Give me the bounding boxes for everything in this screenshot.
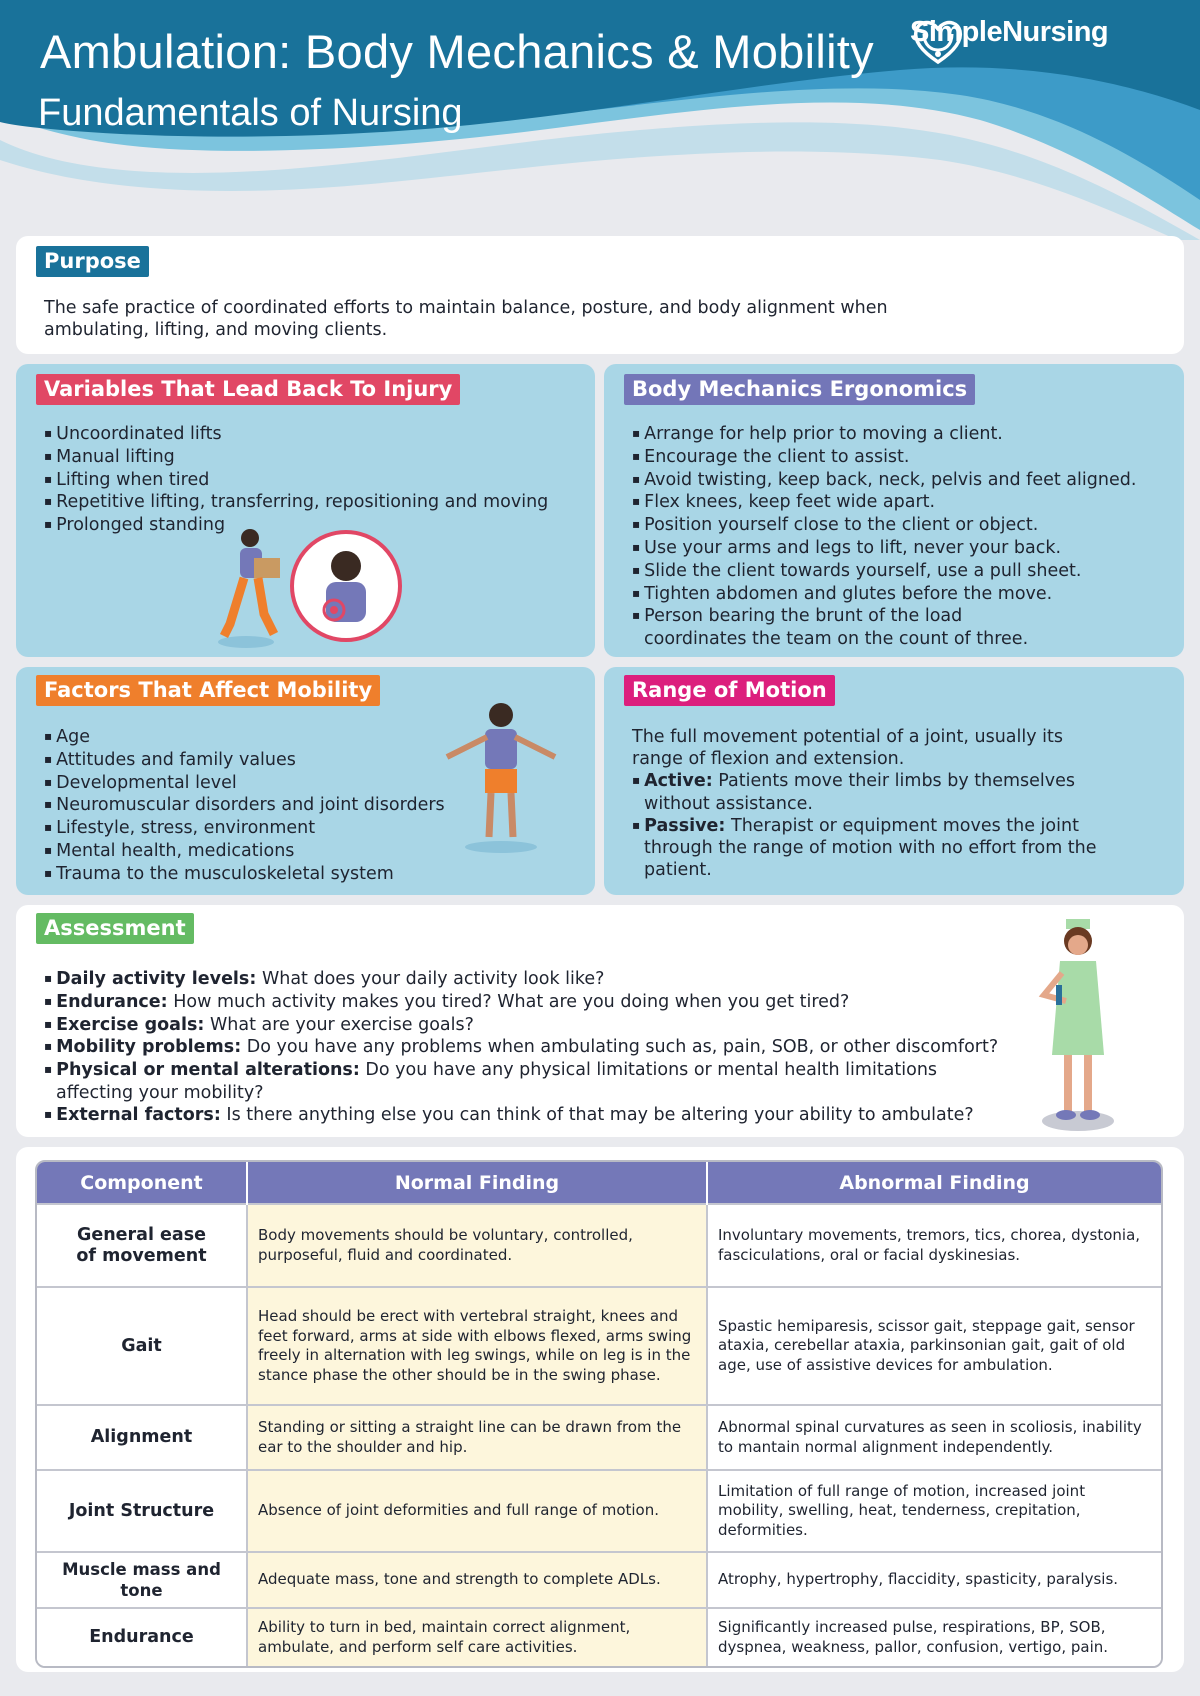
list-item [632,771,1112,816]
assessment-text: How much activity makes you tired? What are you doing when you get tired? [173,991,850,1012]
list-item [44,1060,974,1105]
rom-list [632,771,1112,882]
purpose-tag: Purpose [36,246,149,277]
list-item [44,1015,1004,1038]
table-row [37,1287,1161,1405]
list-item: ▪ Age [44,727,484,750]
table-header-row [37,1162,1161,1204]
assessment-label: Physical or mental alterations: [56,1060,360,1081]
assessment-label: Endurance: [56,991,168,1012]
assessment-text: Do you have any problems when ambulating such as, pain, SOB, or other discomfort? [246,1037,999,1058]
rom-passive-text: Therapist or equipment moves the joint through the range of motion with no effort from the patient. [644,815,1097,881]
ergonomics-tag: Body Mechanics Ergonomics [624,374,975,405]
normal-cell: Absence of joint deformities and full range of motion. [247,1470,707,1552]
list-item: ▪ Prolonged standing [44,515,584,538]
normal-cell: Adequate mass, tone and strength to complete ADLs. [247,1552,707,1608]
header-banner [0,0,1200,240]
back-injury-illustration [206,524,406,654]
table-row [37,1608,1161,1666]
table-row [37,1470,1161,1552]
list-item [44,1105,1004,1128]
variables-card [16,364,595,657]
list-item: ▪ Avoid twisting, keep back, neck, pelvis and feet aligned. [632,470,1152,493]
list-item: ▪ Manual lifting [44,447,584,470]
abnormal-cell: Abnormal spinal curvatures as seen in scoliosis, inability to mantain normal alignment independently. [707,1405,1161,1470]
list-item: ▪ Uncoordinated lifts [44,424,584,447]
factors-tag: Factors That Affect Mobility [36,675,380,706]
list-item: ▪ Neuromuscular disorders and joint disorders [44,795,484,818]
list-item: ▪ Trauma to the musculoskeletal system [44,864,484,887]
stethoscope-heart-icon [910,16,966,68]
column-header: Abnormal Finding [707,1162,1161,1204]
table-row [37,1204,1161,1287]
table-row [37,1405,1161,1470]
assessment-text: Do you have any physical limitations or mental health limitations affecting your mobility? [56,1060,938,1103]
assessment-tag: Assessment [36,913,194,944]
person-arms-out-illustration [441,697,561,857]
assessment-label: Daily activity levels: [56,969,257,989]
assessment-label: Exercise goals: [56,1014,205,1035]
column-header: Component [37,1162,247,1204]
assessment-list [44,969,1004,1128]
list-item: ▪ Position yourself close to the client or object. [632,515,1152,538]
list-item: ▪ Attitudes and family values [44,750,484,773]
assessment-label: External factors: [56,1104,221,1125]
assessment-card [16,905,1184,1137]
rom-tag: Range of Motion [624,675,835,706]
purpose-text: The safe practice of coordinated efforts to maintain balance, posture, and body alignment when ambulating, lifting, and moving clients. [44,298,888,340]
rom-passive-label: Passive: [644,815,726,836]
list-item [632,816,1112,882]
list-item: ▪ Tighten abdomen and glutes before the move. [632,584,1152,607]
ergonomics-card [604,364,1184,657]
component-cell: General ease of movement [37,1204,247,1287]
brand-logo [910,16,1108,49]
list-item: ▪ Flex knees, keep feet wide apart. [632,492,1152,515]
normal-cell: Ability to turn in bed, maintain correct alignment, ambulate, and perform self care activities. [247,1608,707,1666]
component-cell: Alignment [37,1405,247,1470]
brand-name: SimpleNursing [910,16,1109,48]
component-cell: Endurance [37,1608,247,1666]
list-item: ▪ Arrange for help prior to moving a client. [632,424,1152,447]
factors-card [16,667,595,895]
list-item: ▪ Slide the client towards yourself, use a pull sheet. [632,561,1152,584]
assessment-text: Is there anything else you can think of that may be altering your ability to ambulate? [226,1104,974,1125]
list-item: ▪ Repetitive lifting, transferring, repositioning and moving [44,492,584,515]
list-item [44,992,1004,1015]
abnormal-cell: Limitation of full range of motion, increased joint mobility, swelling, heat, tenderness, crepitation, deformities. [707,1470,1161,1552]
abnormal-cell: Involuntary movements, tremors, tics, chorea, dystonia, fasciculations, oral or facial dyskinesias. [707,1204,1161,1287]
assessment-label: Mobility problems: [56,1037,242,1058]
assessment-text: What are your exercise goals? [209,1014,474,1035]
factors-list [44,727,484,887]
variables-tag: Variables That Lead Back To Injury [36,374,460,405]
rom-active-text: Patients move their limbs by themselves without assistance. [644,771,1076,814]
normal-cell: Body movements should be voluntary, controlled, purposeful, fluid and coordinated. [247,1204,707,1287]
variables-list [44,424,584,538]
list-item: ▪ Mental health, medications [44,841,484,864]
component-cell: Joint Structure [37,1470,247,1552]
column-header: Normal Finding [247,1162,707,1204]
list-item: ▪ Lifestyle, stress, environment [44,818,484,841]
page-title: Ambulation: Body Mechanics & Mobility [40,25,874,78]
normal-cell: Head should be erect with vertebral straight, knees and feet forward, arms at side with elbows flexed, arms swing freely in alternation with leg swings, while on leg is in the stance phase the other should be in the swing phase. [247,1287,707,1405]
page-subtitle: Fundamentals of Nursing [38,92,463,134]
rom-intro: The full movement potential of a joint, usually its range of flexion and extension. [632,727,1063,769]
nurse-illustration [1026,915,1126,1135]
rom-active-label: Active: [644,771,713,791]
abnormal-cell: Atrophy, hypertrophy, flaccidity, spasticity, paralysis. [707,1552,1161,1608]
list-item: ▪ Encourage the client to assist. [632,447,1152,470]
ergonomics-list [632,424,1152,651]
list-item: ▪ Person bearing the brunt of the load coordinates the team on the count of three. [632,606,1062,651]
list-item: ▪ Developmental level [44,773,484,796]
list-item [44,969,1004,992]
assessment-text: What does your daily activity look like? [261,969,605,989]
abnormal-cell: Significantly increased pulse, respirations, BP, SOB, dyspnea, weakness, pallor, confusion, vertigo, pain. [707,1608,1161,1666]
list-item: ▪ Use your arms and legs to lift, never your back. [632,538,1152,561]
rom-card [604,667,1184,895]
component-cell: Muscle mass and tone [37,1552,247,1608]
abnormal-cell: Spastic hemiparesis, scissor gait, steppage gait, sensor ataxia, cerebellar ataxia, parkinsonian gait, gait of old age, use of assistive devices for ambulation. [707,1287,1161,1405]
list-item [44,1037,1004,1060]
findings-table [35,1160,1163,1668]
normal-cell: Standing or sitting a straight line can be drawn from the ear to the shoulder and hip. [247,1405,707,1470]
component-cell: Gait [37,1287,247,1405]
table-row [37,1552,1161,1608]
purpose-card [16,236,1184,354]
list-item: ▪ Lifting when tired [44,470,584,493]
